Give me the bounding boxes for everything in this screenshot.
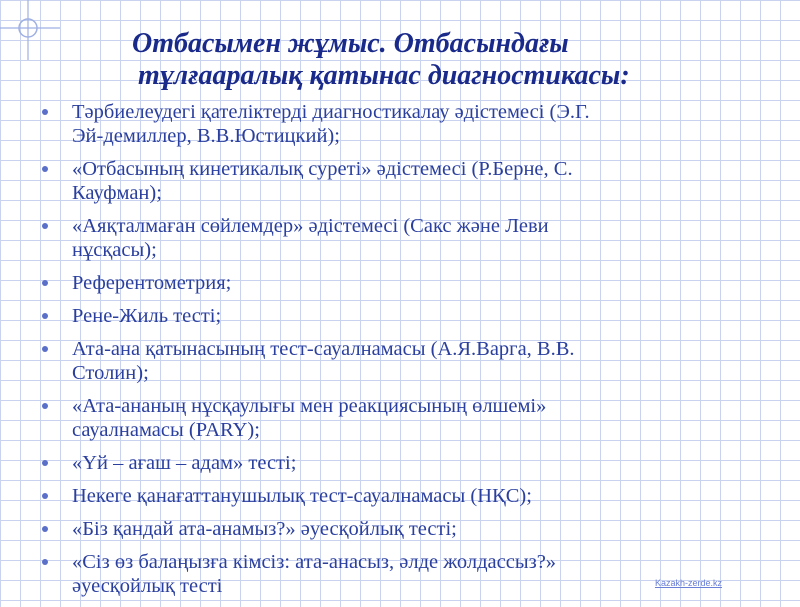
slide-title (70, 28, 770, 92)
list-item: Референтометрия; (28, 271, 768, 295)
bullet-icon (42, 313, 48, 319)
bullet-icon (42, 109, 48, 115)
bullet-icon (42, 460, 48, 466)
bullet-icon (42, 280, 48, 286)
bullet-icon (42, 403, 48, 409)
list-item: Рене-Жиль тесті; (28, 304, 768, 328)
bullet-icon (42, 223, 48, 229)
list-item: Тәрбиелеудегі қателіктерді диагностикалау әдістемесі (Э.Г. Эй-демиллер, В.В.Юстицкий); (28, 100, 768, 148)
method-list (28, 100, 768, 607)
list-item: Некеге қанағаттанушылық тест-сауалнамасы (НҚС); (28, 484, 768, 508)
bullet-icon (42, 166, 48, 172)
list-item: «Отбасының кинетикалық суреті» әдістемесі (Р.Берне, С. Кауфман); (28, 157, 768, 205)
list-item: Ата-ана қатынасының тест-сауалнамасы (А.Я.Варга, В.В. Столин); (28, 337, 768, 385)
corner-crosshair-decoration (0, 0, 60, 60)
list-item: «Сіз өз балаңызға кімсіз: ата-анасыз, әлде жолдассыз?» әуесқойлық тесті (28, 550, 768, 598)
list-item: «Біз қандай ата-анамыз?» әуесқойлық тесті; (28, 517, 768, 541)
list-item: «Үй – ағаш – адам» тесті; (28, 451, 768, 475)
bullet-icon (42, 559, 48, 565)
list-item: «Ата-ананың нұсқаулығы мен реакциясының өлшемі» сауалнамасы (PARY); (28, 394, 768, 442)
bullet-icon (42, 493, 48, 499)
bullet-icon (42, 346, 48, 352)
bullet-icon (42, 526, 48, 532)
list-item: «Аяқталмаған сөйлемдер» әдістемесі (Сакс және Леви нұсқасы); (28, 214, 768, 262)
slide-title-line-1: Отбасымен жұмыс. Отбасындағы (132, 28, 569, 59)
slide-title-line-2: тұлғааралық қатынас диагностикасы: (138, 60, 630, 91)
footer-source-link[interactable]: Kazakh-zerde.kz (654, 578, 722, 588)
